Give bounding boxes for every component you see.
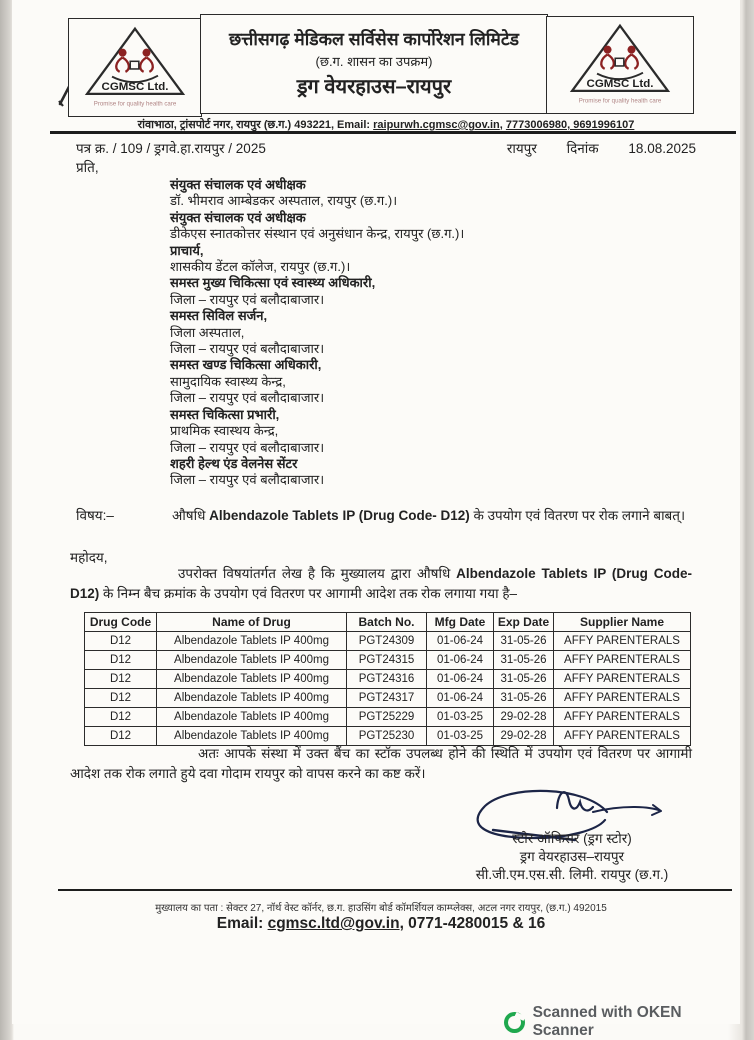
date-label: दिनांक — [566, 141, 599, 156]
header-right-logo-box — [546, 16, 694, 114]
drug-table — [84, 612, 691, 746]
table-cell: PGT24309 — [347, 632, 427, 651]
recipient-line: जिला – रायपुर एवं बलौदाबाजार। — [170, 472, 325, 488]
table-cell: 01-06-24 — [427, 670, 494, 689]
table-cell: 31-05-26 — [494, 632, 554, 651]
table-cell: Albendazole Tablets IP 400mg — [157, 651, 347, 670]
recipient-line: प्राथमिक स्वास्थय केन्द्र, — [170, 423, 279, 439]
table-row — [85, 727, 691, 746]
recipient-line: शासकीय डेंटल कॉलेज, रायपुर (छ.ग.)। — [170, 259, 351, 275]
to-label: प्रति, — [76, 160, 99, 175]
drug-table-header-cell: Mfg Date — [427, 613, 494, 632]
letter-meta-row — [76, 139, 696, 157]
text-segment: , — [499, 119, 506, 131]
office-name: ड्रग वेयरहाउस–रायपुर — [296, 76, 452, 99]
signatory-title: स्टोर ऑफिसर (ड्रग स्टोर) — [512, 831, 632, 846]
table-cell: 01-03-25 — [427, 708, 494, 727]
contact-line — [52, 915, 710, 933]
table-cell: Albendazole Tablets IP 400mg — [157, 670, 347, 689]
cgmsc-logo-label: CGMSC Ltd. — [101, 80, 169, 93]
drug-table-header-cell: Exp Date — [494, 613, 554, 632]
cgmsc-logo-tagline: Promise for quality health care — [93, 99, 177, 107]
table-cell: PGT24317 — [347, 689, 427, 708]
table-cell: 31-05-26 — [494, 689, 554, 708]
cgmsc-logo-label: CGMSC Ltd. — [586, 78, 654, 91]
recipient-block — [170, 177, 610, 210]
recipient-line: सामुदायिक स्वास्थ्य केन्द्र, — [170, 373, 286, 389]
warehouse-address-line — [52, 117, 720, 132]
table-row — [85, 651, 691, 670]
table-row — [85, 708, 691, 727]
org-name: छत्तीसगढ़ मेडिकल सर्विसेस कार्पोरेशन लिमिटेड — [228, 28, 520, 49]
recipient-block — [170, 275, 610, 308]
table-cell: AFFY PARENTERALS — [554, 727, 691, 746]
recipient-line: जिला – रायपुर एवं बलौदाबाजार। — [170, 291, 325, 307]
org-subtitle: (छ.ग. शासन का उपक्रम) — [315, 54, 433, 70]
header-left-logo-box — [68, 18, 202, 117]
recipient-block — [170, 210, 610, 243]
subject-label: विषय:– — [76, 508, 114, 523]
body-paragraph — [70, 564, 692, 604]
text-segment: औषधि — [172, 508, 210, 523]
table-cell: D12 — [85, 670, 157, 689]
place-date — [481, 139, 696, 157]
text-segment: Email: — [216, 915, 268, 932]
text-segment: रांवाभाठा, ट्रांसपोर्ट नगर, रायपुर (छ.ग.) 493221, Email: — [137, 119, 374, 131]
closing-paragraph: अतः आपके संस्था में उक्त बैंच का स्टॉक उपलब्ध होने की स्थिति में उपयोग एवं वितरण पर आगामी आदेश तक रोक लगाते हुये दवा गोदाम रायपुर को वापस करने का कष्ट करें। — [70, 746, 692, 781]
recipient-line: समस्त मुख्य चिकित्सा एवं स्वास्थ्य अधिकारी, — [170, 275, 376, 291]
table-cell: 01-06-24 — [427, 651, 494, 670]
signatory-office: ड्रग वेयरहाउस–रायपुर — [519, 849, 625, 864]
table-cell: D12 — [85, 727, 157, 746]
table-cell: D12 — [85, 651, 157, 670]
recipient-line: समस्त खण्ड चिकित्सा अधिकारी, — [170, 357, 322, 373]
recipient-block — [170, 407, 610, 456]
table-cell: PGT25229 — [347, 708, 427, 727]
drug-table-header-row — [85, 613, 691, 632]
table-cell: Albendazole Tablets IP 400mg — [157, 727, 347, 746]
text-segment: के उपयोग एवं वितरण पर रोक लगाने बाबत्। — [469, 508, 686, 523]
header-divider — [50, 131, 736, 134]
table-cell: 01-06-24 — [427, 632, 494, 651]
recipient-block — [170, 456, 610, 489]
paper — [12, 0, 740, 1039]
header-title-box — [200, 14, 548, 114]
text-segment: Albendazole Tablets IP (Drug Code- D12) — [209, 508, 470, 523]
text-segment: Albendazole Tablets IP (Drug Code- D12) — [70, 566, 692, 601]
recipient-line: जिला अस्पताल, — [170, 324, 245, 340]
table-cell: D12 — [85, 708, 157, 727]
table-cell: Albendazole Tablets IP 400mg — [157, 708, 347, 727]
table-cell: AFFY PARENTERALS — [554, 689, 691, 708]
text-segment: , 0771-4280015 & 16 — [399, 915, 546, 932]
table-row — [85, 632, 691, 651]
drug-table-header-cell: Drug Code — [85, 613, 157, 632]
recipients-list — [170, 177, 610, 489]
table-cell: PGT24315 — [347, 651, 427, 670]
oken-scanner-icon — [504, 1012, 525, 1033]
recipient-line: शहरी हेल्थ एंड वेलनेस सेंटर — [170, 455, 298, 471]
table-cell: 31-05-26 — [494, 670, 554, 689]
recipient-line: डीकेएस स्नातकोत्तर संस्थान एवं अनुसंधान केन्द्र, रायपुर (छ.ग.)। — [170, 226, 465, 242]
recipient-line: संयुक्त संचालक एवं अधीक्षक — [170, 209, 306, 225]
table-cell: 01-06-24 — [427, 689, 494, 708]
table-cell: Albendazole Tablets IP 400mg — [157, 632, 347, 651]
text-segment: raipurwh.cgmsc@gov.in — [373, 119, 500, 131]
recipient-line: डॉ. भीमराव आम्बेडकर अस्पताल, रायपुर (छ.ग.)। — [170, 193, 398, 209]
salutation: महोदय, — [70, 550, 108, 565]
table-cell: Albendazole Tablets IP 400mg — [157, 689, 347, 708]
recipient-line: जिला – रायपुर एवं बलौदाबाजार। — [170, 439, 325, 455]
table-cell: AFFY PARENTERALS — [554, 708, 691, 727]
table-cell: AFFY PARENTERALS — [554, 632, 691, 651]
table-row — [85, 670, 691, 689]
text-segment: cgmsc.ltd@gov.in — [267, 915, 400, 932]
subject-row — [76, 506, 696, 525]
table-cell: 29-02-28 — [494, 727, 554, 746]
footer-divider — [58, 889, 732, 891]
table-cell: PGT25230 — [347, 727, 427, 746]
place: रायपुर — [506, 141, 537, 156]
recipient-line: संयुक्त संचालक एवं अधीक्षक — [170, 177, 306, 192]
text-segment: उपरोक्त विषयांतर्गत लेख है कि मुख्यालय द्वारा औषधि — [178, 566, 457, 581]
hq-address: मुख्यालय का पता : सेक्टर 27, नॉर्थ वेस्ट कॉर्नर, छ.ग. हाउसिंग बोर्ड कॉमर्शियल काम्प्लेक्स, अटल नगर रायपुर, (छ.ग.) 492015 — [155, 903, 607, 914]
table-cell: PGT24316 — [347, 670, 427, 689]
recipient-line: समस्त सिविल सर्जन, — [170, 308, 268, 324]
letter-date: 18.08.2025 — [628, 141, 696, 156]
signature-block — [432, 778, 712, 884]
text-segment: 7773006980, 9691996107 — [505, 119, 635, 131]
table-row — [85, 689, 691, 708]
cgmsc-logo-icon — [562, 20, 678, 110]
table-cell: 31-05-26 — [494, 651, 554, 670]
cgmsc-logo-tagline: Promise for quality health care — [578, 97, 662, 105]
subject-text — [172, 506, 696, 525]
recipient-block — [170, 357, 610, 406]
scanner-credit — [504, 1004, 740, 1040]
recipient-line: समस्त चिकित्सा प्रभारी, — [170, 406, 280, 422]
table-cell: D12 — [85, 689, 157, 708]
drug-table-body — [85, 632, 691, 746]
recipient-block — [170, 243, 610, 276]
letter-number: पत्र क्र. / 109 / ड्रगवे.हा.रायपुर / 2025 — [76, 141, 266, 156]
recipient-line: प्राचार्य, — [170, 242, 204, 258]
recipient-line: जिला – रायपुर एवं बलौदाबाजार। — [170, 390, 325, 406]
scanner-credit-text: Scanned with OKEN Scanner — [532, 1004, 682, 1039]
table-cell: D12 — [85, 632, 157, 651]
table-cell: 29-02-28 — [494, 708, 554, 727]
table-cell: 01-03-25 — [427, 727, 494, 746]
drug-table-header-cell: Name of Drug — [157, 613, 347, 632]
recipient-block — [170, 308, 610, 357]
table-cell: AFFY PARENTERALS — [554, 670, 691, 689]
recipient-line: जिला – रायपुर एवं बलौदाबाजार। — [170, 341, 325, 357]
drug-table-header-cell: Supplier Name — [554, 613, 691, 632]
cgmsc-logo-icon — [77, 23, 193, 113]
signatory-company: सी.जी.एम.एस.सी. लिमी. रायपुर (छ.ग.) — [475, 867, 669, 882]
table-cell: AFFY PARENTERALS — [554, 651, 691, 670]
text-segment: के निम्न बैच क्रमांक के उपयोग एवं वितरण पर आगामी आदेश तक रोक लगाया गया है– — [99, 586, 518, 601]
drug-table-header-cell: Batch No. — [347, 613, 427, 632]
